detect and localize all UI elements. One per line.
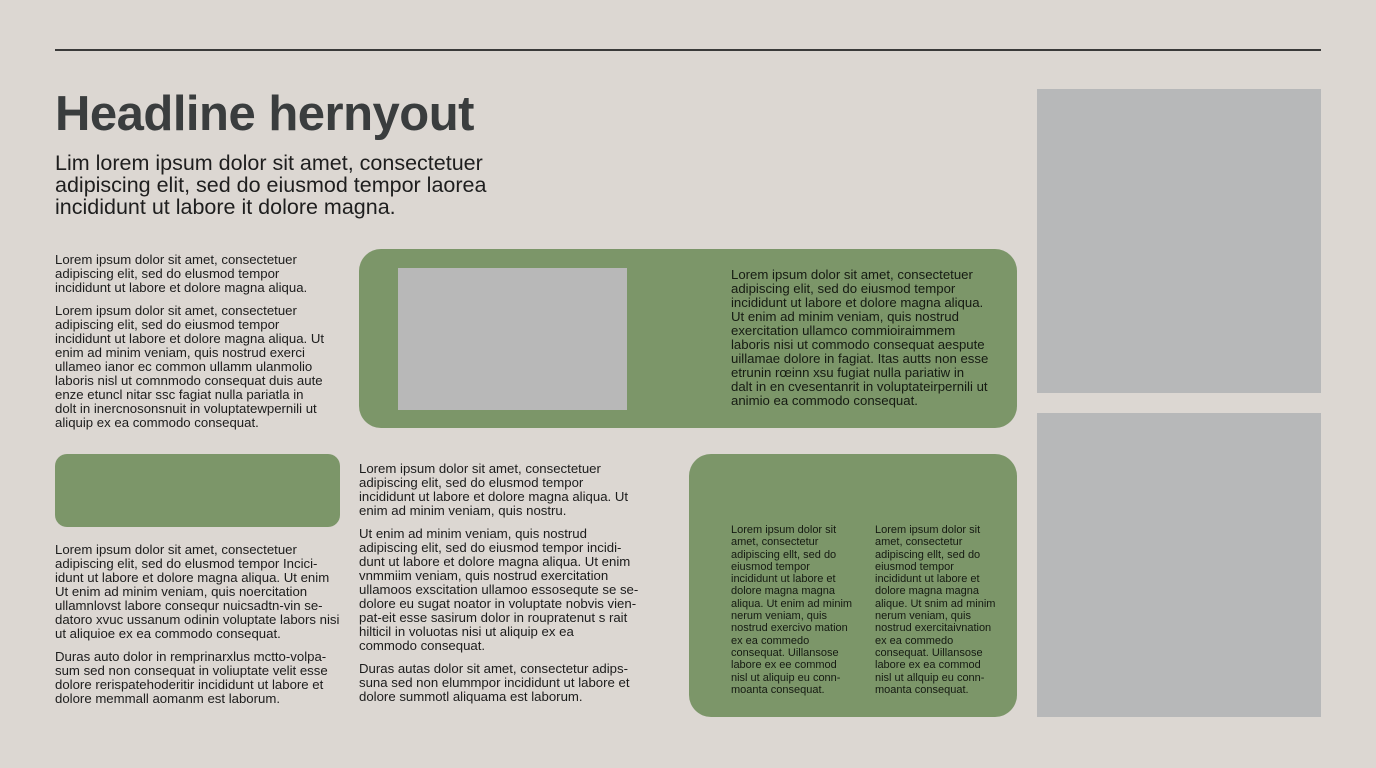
paragraph	[359, 462, 638, 518]
text-line: dolt in inercnosonsnuit in voluptatewpernili ut	[55, 401, 317, 416]
text-line: adipiscing ellt, sed do	[875, 548, 981, 561]
text-line: ullamoos exscitation ullamoo essosequte se se-	[359, 582, 639, 597]
text-line: moanta consequat.	[875, 683, 969, 696]
text-line: exercitation ullamco commioiraimmem	[731, 323, 956, 338]
text-line: incididunt ut labore et dolore magna aliqua.	[55, 280, 308, 295]
text-line: aliqua. Ut enim ad minim	[731, 597, 853, 610]
text-line: dolore magna magna	[731, 585, 835, 598]
text-line: Lorem ipsum dolor sit amet, consectetuer	[55, 542, 297, 557]
text-line: etrunin rœinn xsu fugiat nulla pariatiw in	[731, 365, 965, 380]
text-line: eiusmod tempor	[875, 560, 954, 573]
text-line: enim ad minim veniam, quis nostrud exerci	[55, 345, 305, 360]
text-line: dolore summotl aliquama est laborum.	[359, 689, 583, 704]
text-line: incididunt ut labore et dolore magna aliqua. Ut	[359, 489, 629, 504]
text-line: incididunt ut labore it dolore magna.	[55, 195, 396, 219]
text-line: moanta consequat.	[731, 683, 825, 696]
text-line: nisl ut aliquip eu conn-	[731, 671, 841, 684]
text-line: nisl ut allquip eu conn-	[875, 671, 985, 684]
text-line: ut aliquioe ex ea commodo consequat.	[55, 626, 281, 641]
text-line: amet, consectetur	[875, 536, 963, 549]
text-line: uillamae dolore in fagiat. Itas autts non esse	[731, 351, 989, 366]
text-line: Lorem ipsum dolor sit amet, consectetuer	[731, 267, 973, 282]
text-line: idunt ut labore et dolore magna aliqua. Ut enim	[55, 570, 330, 585]
green-accent-block	[55, 454, 340, 527]
subheadline	[55, 152, 486, 218]
text-line: adipiscing elit, sed do elusmod tempor Incici-	[55, 556, 318, 571]
text-line: Lorem ipsum dolor sit	[875, 524, 981, 536]
text-line: incididunt ut labore et dolore magna aliqua.	[731, 295, 984, 310]
text-line: animio ea commodo consequat.	[731, 393, 918, 408]
text-line: dolore memmall aomanm est laborum.	[55, 691, 281, 706]
headline: Headline hernyout	[55, 87, 474, 141]
text-line: incididunt ut labore et	[875, 573, 980, 586]
text-line: laboris nisl ut comnmodo consequat duis aute	[55, 373, 323, 388]
text-line: adipiscing ellt, sed do	[731, 548, 837, 561]
paragraph	[359, 662, 638, 704]
feature-box	[359, 249, 1017, 428]
paragraph	[55, 543, 339, 641]
text-line: adipiscing elit, sed do eiusmod tempor	[731, 281, 956, 296]
text-line: ullamnlovst labore consequr nuicsadtn-vin se-	[55, 598, 323, 613]
text-line: adipiscing elit, sed do eiusmod tempor laorea	[55, 173, 487, 197]
text-line: enim ad minim veniam, quis nostru.	[359, 503, 567, 518]
text-line: labore ex ea commod	[875, 659, 981, 672]
text-line: Lim lorem ipsum dolor sit amet, consectetuer	[55, 151, 483, 175]
text-line: sum sed non consequat in voliuptate velit esse	[55, 663, 328, 678]
text-line: datoro xvuc ussanum odinin voluptate labors nisi	[55, 612, 340, 627]
text-line: Duras auto dolor in remprinarxlus mctto-volpa-	[55, 649, 327, 664]
text-line: nerum veniam, quis	[875, 610, 971, 623]
text-line: eiusmod tempor	[731, 560, 810, 573]
text-line: dalt in en cvesentanrit in voluptateirpernili ut	[731, 379, 988, 394]
two-column-box	[689, 454, 1017, 717]
text-line: Ut enim ad minim veniam, quis noercitation	[55, 584, 308, 599]
text-line: consequat. Uillansose	[731, 646, 839, 659]
text-line: commodo consequat.	[359, 638, 486, 653]
left-column-top	[55, 253, 324, 439]
text-line: Ut enim ad minim veniam, quis nostrud	[359, 526, 587, 541]
text-line: dolore eu sugat noator in voluptate nobvis vien-	[359, 596, 637, 611]
text-line: dolore rerispatehoderitir incididunt ut labore et	[55, 677, 324, 692]
text-line: aliquip ex ea commodo consequat.	[55, 415, 259, 430]
text-line: enze etuncl nitar ssc fagiat nulla pariatla in	[55, 387, 304, 402]
text-line: ex ea commedo	[875, 634, 954, 647]
box-column-1	[731, 524, 852, 696]
image-placeholder-top-right	[1037, 89, 1321, 393]
text-line: adipiscing elit, sed do elusmod tempor	[359, 475, 584, 490]
text-line: nostrud exercivo mation	[731, 622, 848, 635]
text-line: incididunt ut labore et	[731, 573, 836, 586]
text-line: alique. Ut snim ad minim	[875, 597, 996, 610]
text-line: ex ea commedo	[731, 634, 810, 647]
text-line: laboris nisi ut commodo consequat aespute	[731, 337, 985, 352]
text-line: Lorem ipsum dolor sit amet, consectetuer	[359, 461, 601, 476]
text-line: suna sed non elummpor incididunt ut labore et	[359, 675, 630, 690]
paragraph	[359, 527, 638, 653]
text-line: labore ex ee commod	[731, 659, 837, 672]
text-line: Ut enim ad minim veniam, quis nostrud	[731, 309, 959, 324]
text-line: Duras autas dolor sit amet, consectetur adips-	[359, 661, 629, 676]
box-column-2	[875, 524, 995, 696]
text-line: nerum veniam, quis	[731, 610, 827, 623]
text-line: consequat. Uillansose	[875, 646, 983, 659]
text-line: dolore magna magna	[875, 585, 979, 598]
text-line: incididunt ut labore et dolore magna aliqua. Ut	[55, 331, 325, 346]
text-line: Lorem ipsum dolor sit amet, consectetuer	[55, 303, 297, 318]
paragraph	[55, 304, 324, 430]
paragraph	[55, 253, 324, 295]
text-line: vnmmiim veniam, quis nostrud exercitation	[359, 568, 609, 583]
text-line: adipiscing elit, sed do elusmod tempor	[55, 266, 280, 281]
image-placeholder	[398, 268, 627, 410]
text-line: Lorem ipsum dolor sit	[731, 524, 837, 536]
text-line: ullameo ianor ec common ullamm ulanmolio	[55, 359, 313, 374]
text-line: hilticil in voluotas nisi ut aliquip ex ea	[359, 624, 574, 639]
text-line: dunt ut labore et dolore magna aliqua. Ut enim	[359, 554, 631, 569]
text-line: adipiscing elit, sed do eiusmod tempor	[55, 317, 280, 332]
text-line: Lorem ipsum dolor sit amet, consectetuer	[55, 252, 297, 267]
feature-box-text	[731, 268, 988, 408]
middle-column	[359, 462, 638, 713]
text-line: amet, consectetur	[731, 536, 819, 549]
text-line: pat-eit esse sasirum dolor in roupratenut s rait	[359, 610, 628, 625]
text-line: nostrud exercitaivnation	[875, 622, 992, 635]
top-rule	[55, 49, 1321, 51]
text-line: adipiscing elit, sed do eiusmod tempor incidi-	[359, 540, 622, 555]
left-column-bottom	[55, 543, 339, 715]
image-placeholder-bottom-right	[1037, 413, 1321, 717]
paragraph	[55, 650, 339, 706]
